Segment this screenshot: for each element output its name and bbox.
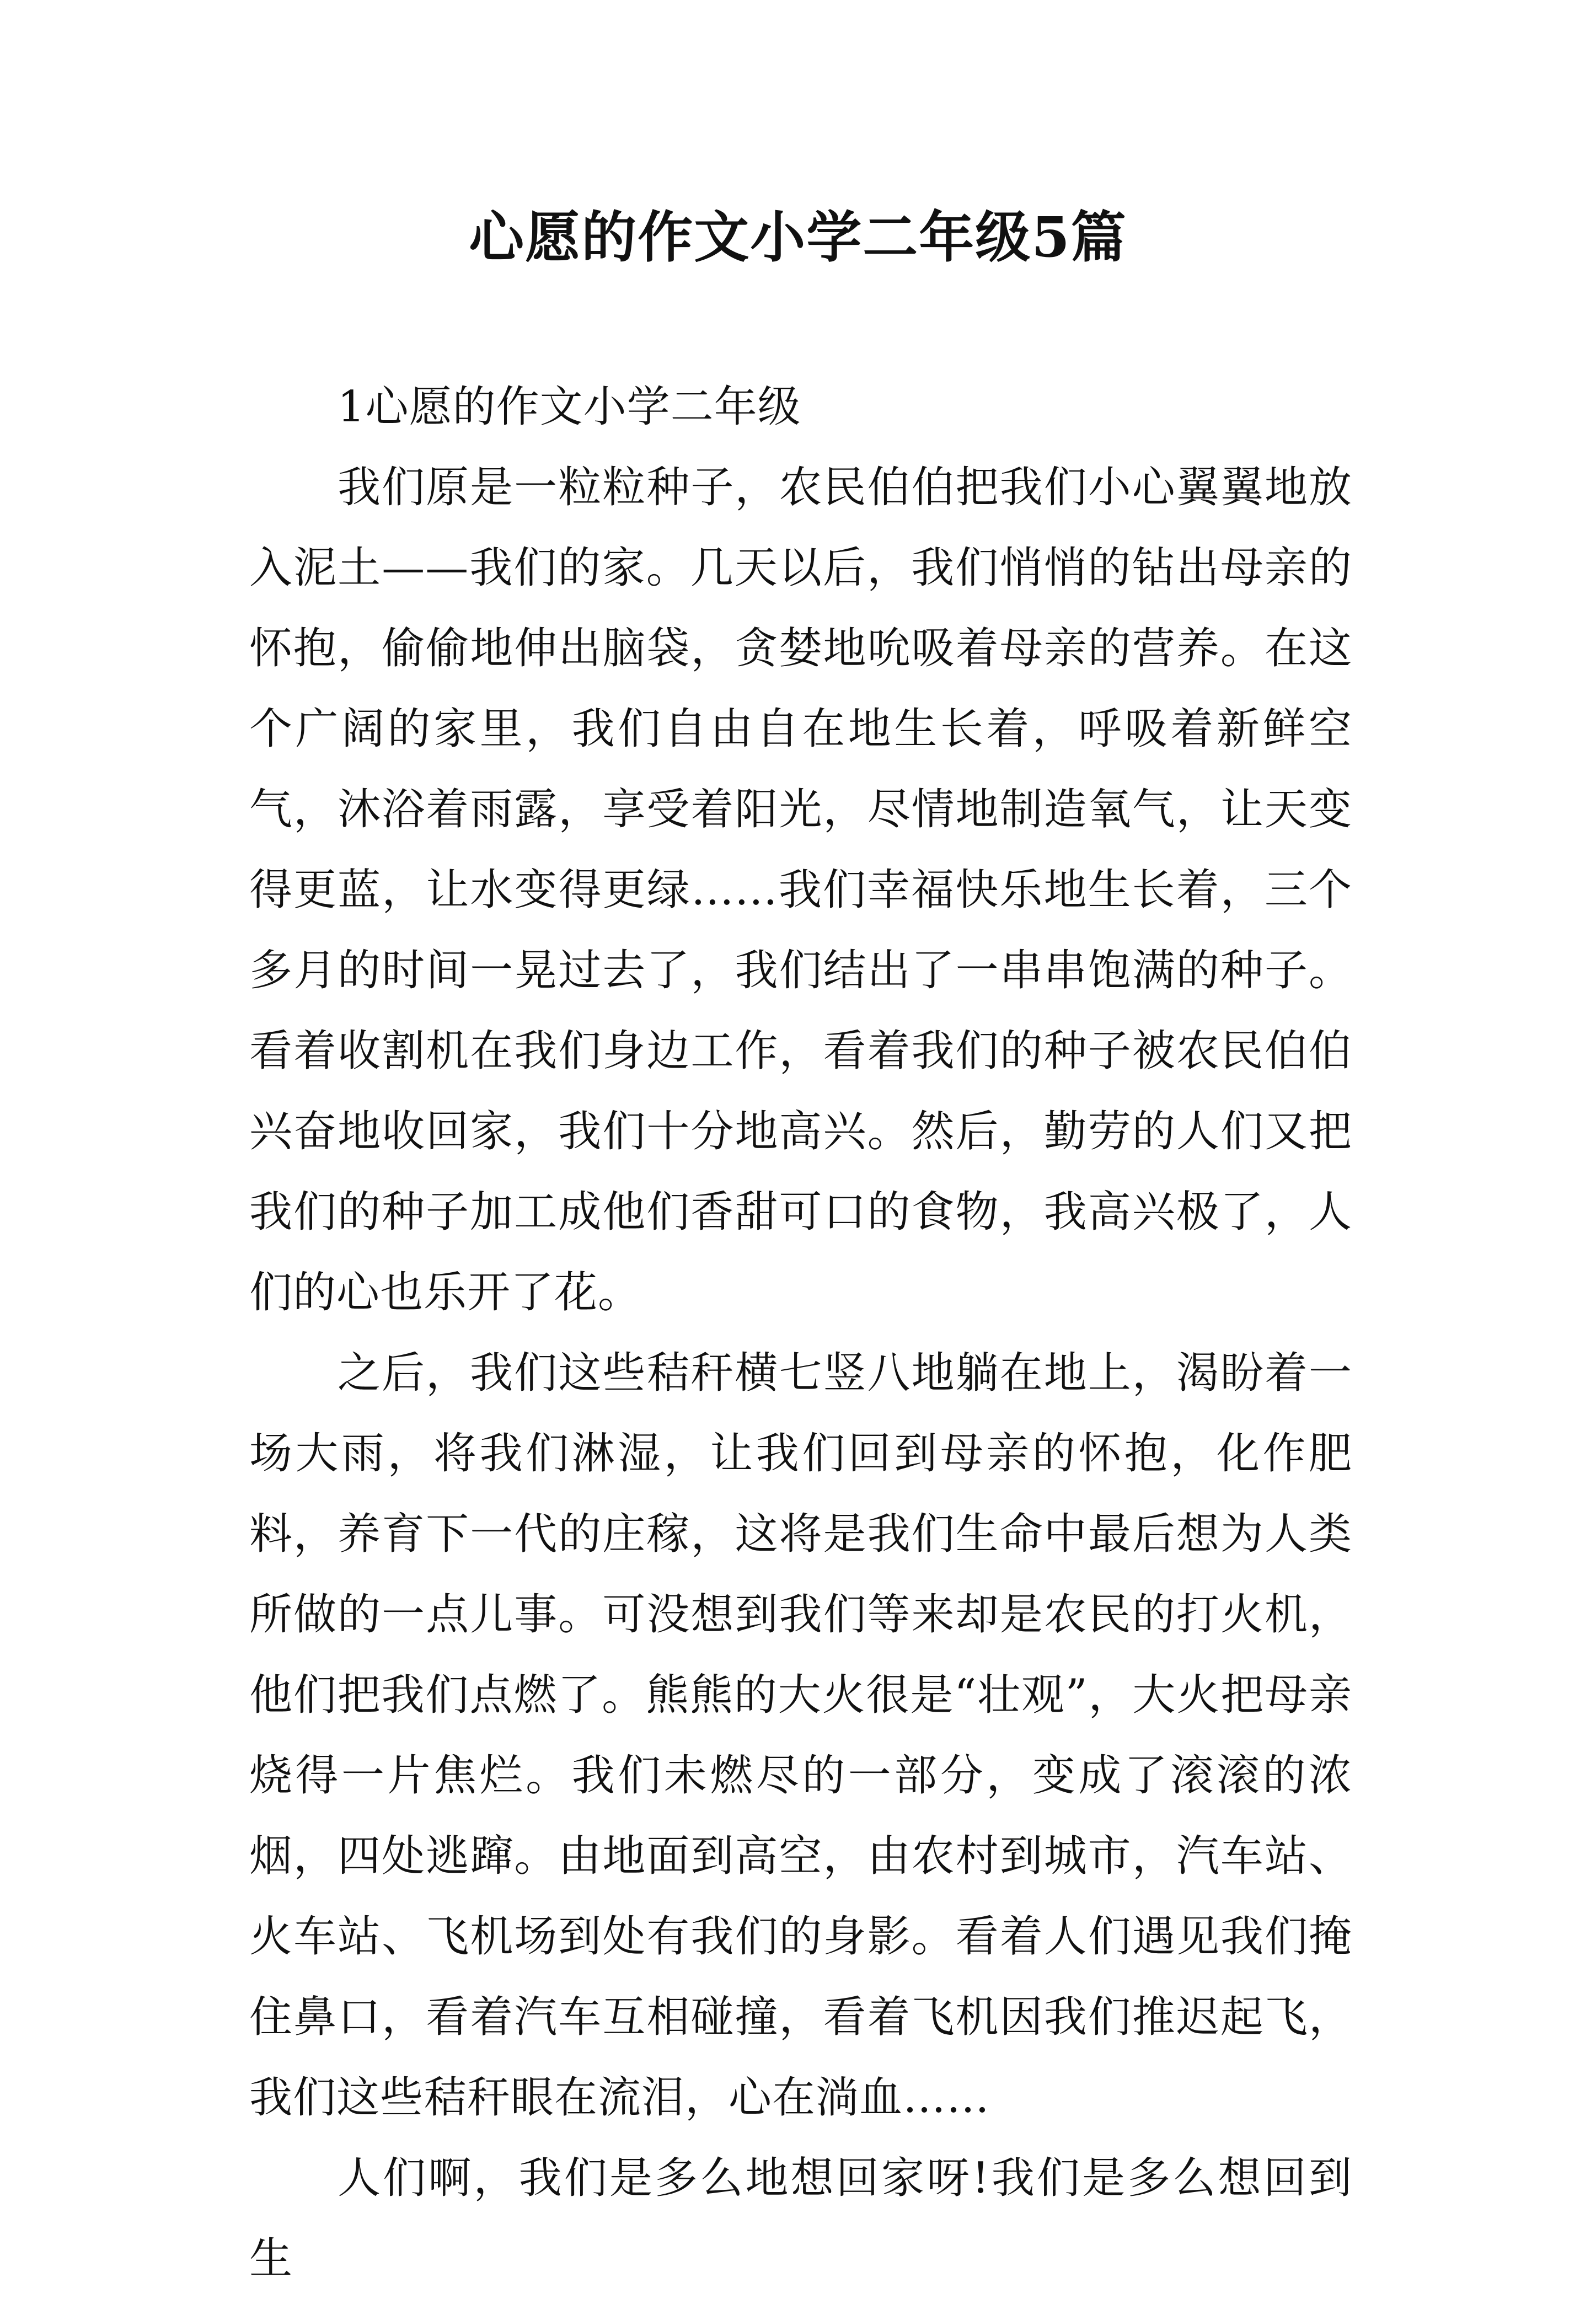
document-title: 心愿的作文小学二年级5篇 [469, 205, 1127, 270]
paragraph-2: 之后，我们这些秸秆横七竖八地躺在地上，渴盼着一场大雨，将我们淋湿，让我们回到母亲的怀抱，化作肥料，养育下一代的庄稼，这将是我们生命中最后想为人类所做的一点儿事。可没想到我们等来却是农民的打火机，他们把我们点燃了。熊熊的大火很是“壮观”，大火把母亲烧得一片焦烂。我们未燃尽的一部分，变成了滚滚的浓烟，四处逃蹿。由地面到高空，由农村到城市，汽车站、火车站、飞机场到处有我们的身影。看着人们遇见我们掩住鼻口，看着汽车互相碰撞，看着飞机因我们推迟起飞，我们这些秸秆眼在流泪，心在淌血…… [249, 1348, 1352, 2123]
document-body [249, 367, 1352, 2299]
paragraph-1: 我们原是一粒粒种子，农民伯伯把我们小心翼翼地放入泥土——我们的家。几天以后，我们悄悄的钻出母亲的怀抱，偷偷地伸出脑袋，贪婪地吮吸着母亲的营养。在这个广阔的家里，我们自由自在地生长着，呼吸着新鲜空气，沐浴着雨露，享受着阳光，尽情地制造氧气，让天变得更蓝，让水变得更绿……我们幸福快乐地生长着，三个多月的时间一晃过去了，我们结出了一串串饱满的种子。看着收割机在我们身边工作，看着我们的种子被农民伯伯兴奋地收回家，我们十分地高兴。然后，勤劳的人们又把我们的种子加工成他们香甜可口的食物，我高兴极了，人们的心也乐开了花。 [249, 463, 1352, 1317]
paragraph-3: 人们啊，我们是多么地想回家呀!我们是多么想回到生 [249, 2153, 1352, 2284]
section-heading: 1心愿的作文小学二年级 [338, 382, 801, 432]
